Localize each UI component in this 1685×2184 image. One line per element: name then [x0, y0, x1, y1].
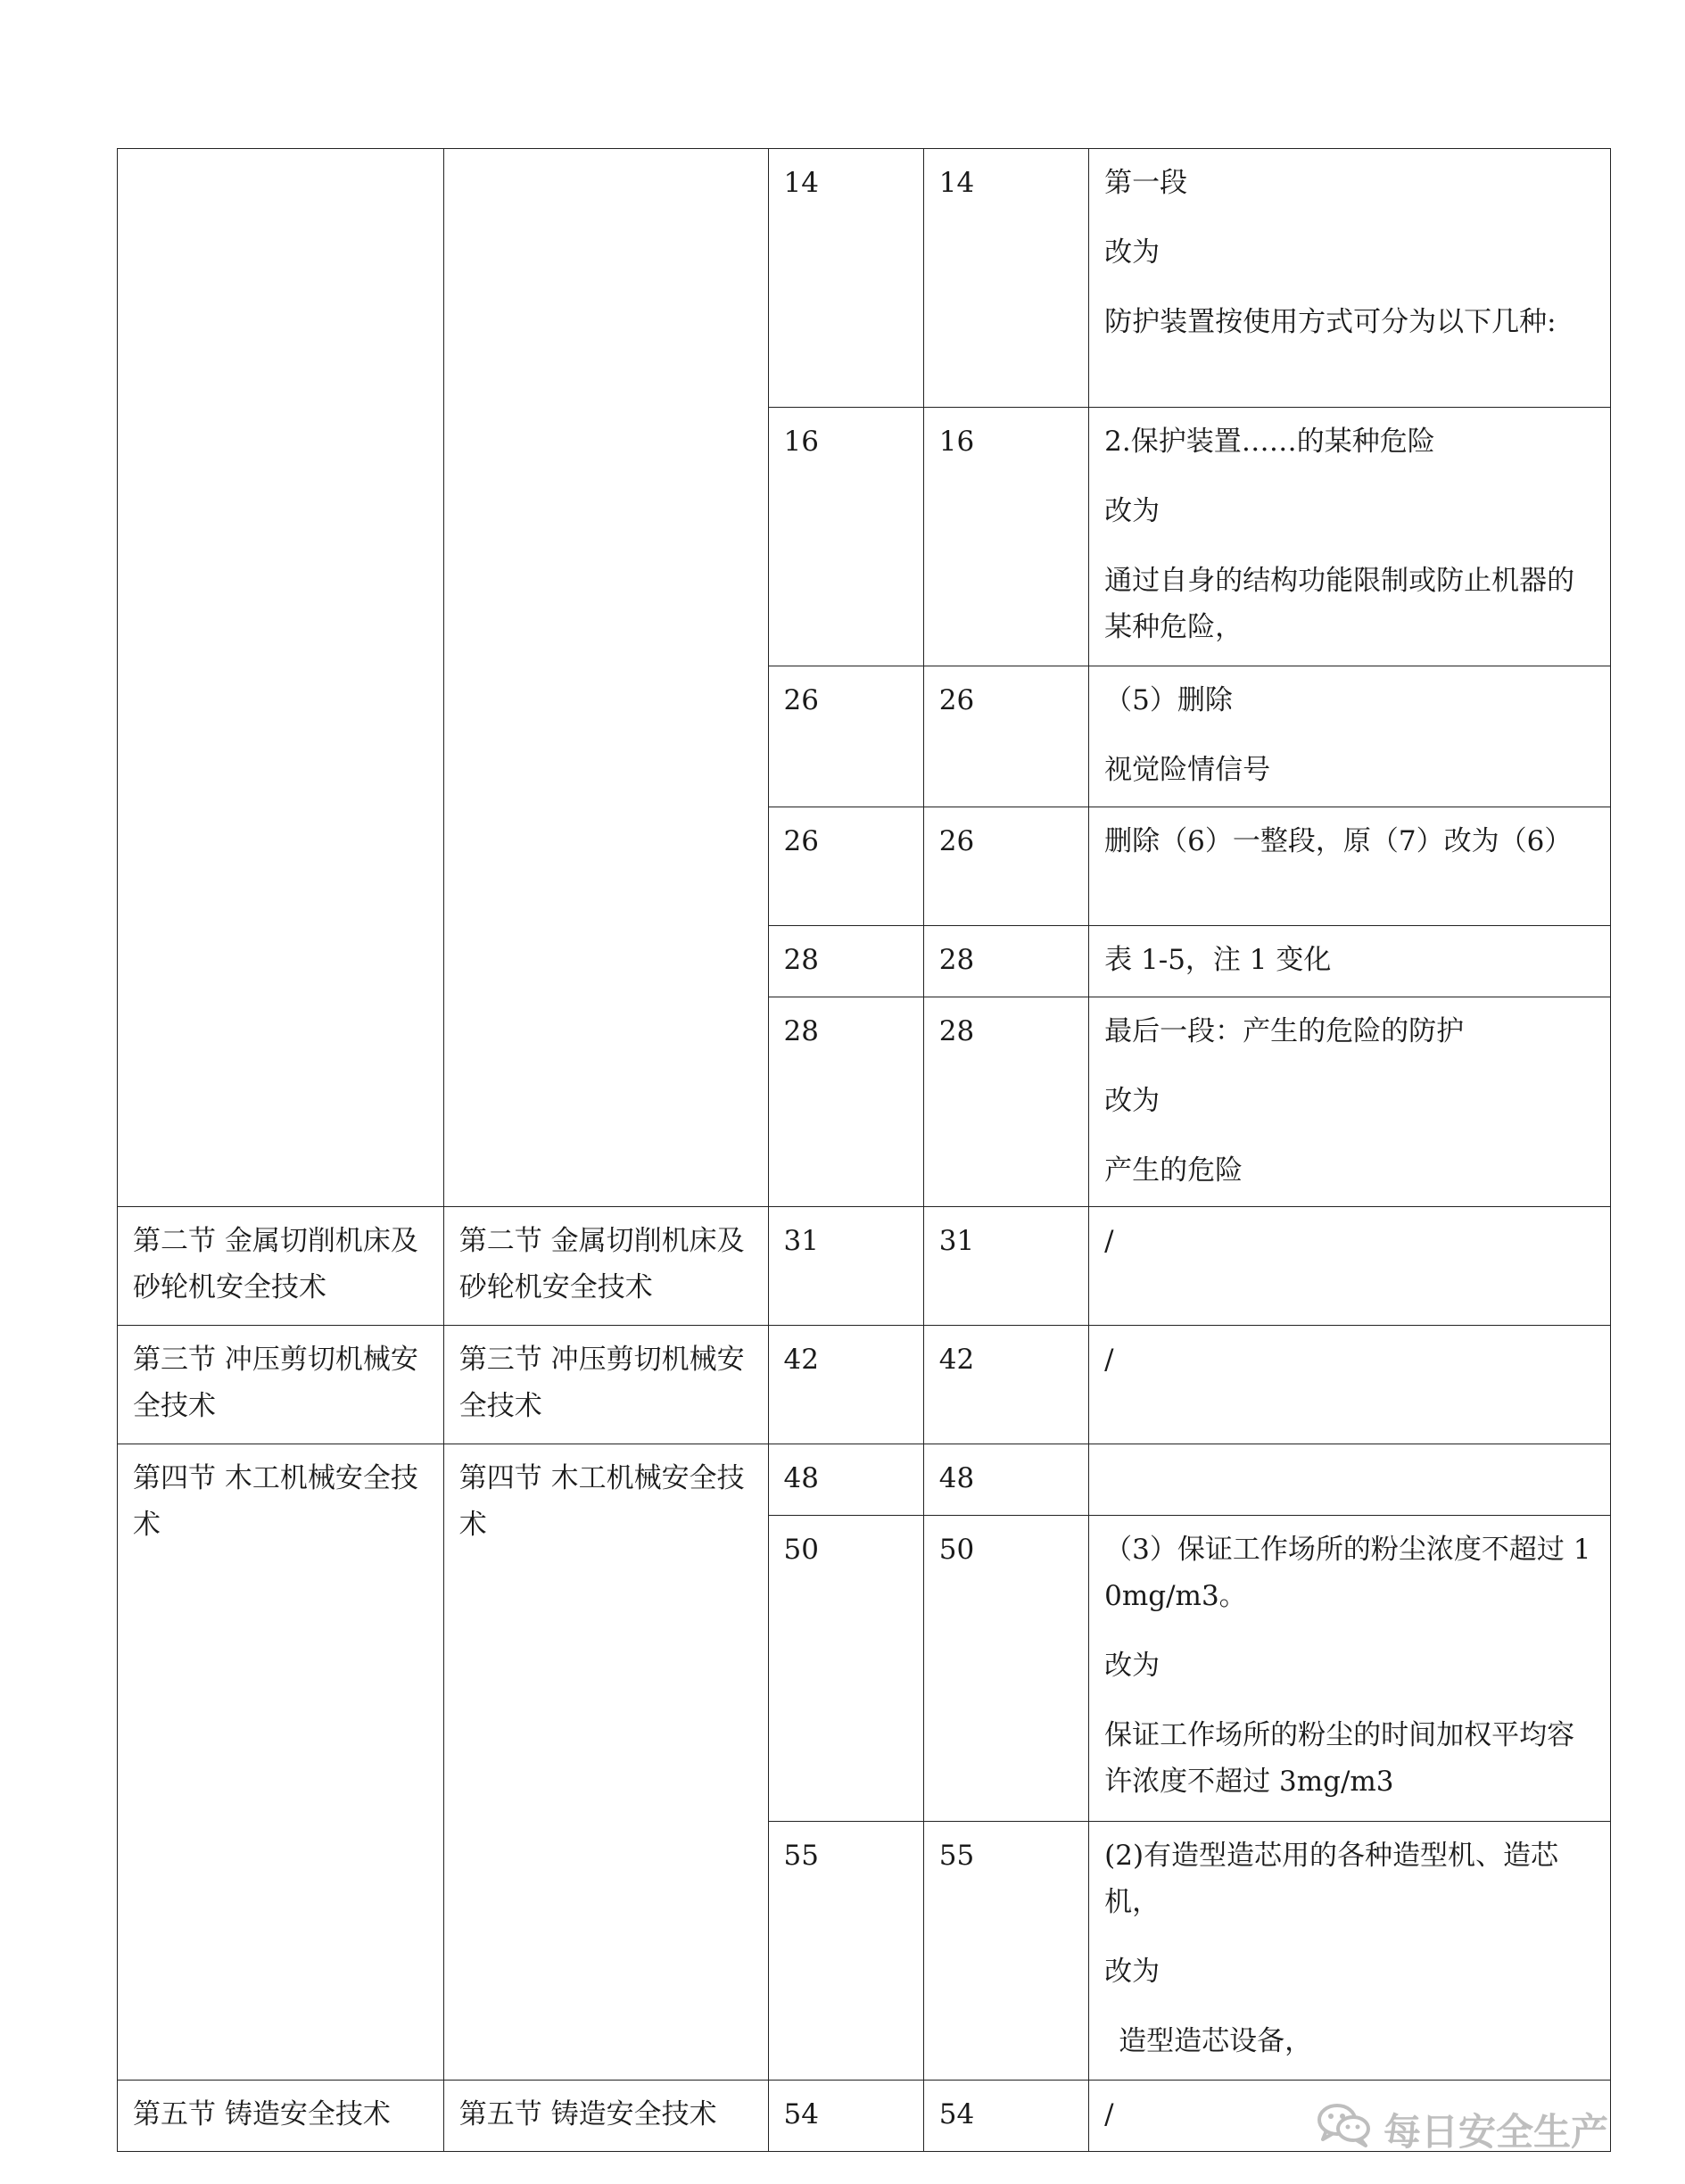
section-old-cell: 第四节 木工机械安全技术: [118, 1444, 444, 2081]
change-line: 产生的危险: [1104, 1154, 1243, 1187]
new-page-cell: 54: [923, 2081, 1088, 2152]
change-line: 通过自身的结构功能限制或防止机器的某种危险，: [1104, 565, 1575, 643]
old-page-cell: 14: [768, 149, 923, 408]
section-old-cell: [118, 149, 444, 1207]
section-old-cell: 第二节 金属切削机床及砂轮机安全技术: [118, 1207, 444, 1326]
change-cell: [1089, 408, 1611, 666]
change-cell: [1089, 1822, 1611, 2081]
change-line: 造型造芯设备，: [1119, 2025, 1313, 2057]
change-line: 视觉险情信号: [1104, 754, 1271, 786]
change-line: 改为: [1104, 495, 1161, 527]
revision-table: [117, 148, 1611, 2152]
new-page-cell: 55: [923, 1822, 1088, 2081]
old-page-cell: 54: [768, 2081, 923, 2152]
section-new-cell: 第二节 金属切削机床及砂轮机安全技术: [443, 1207, 768, 1326]
change-cell: [1089, 997, 1611, 1207]
old-page-cell: 26: [768, 666, 923, 807]
watermark-text: 每日安全生产: [1383, 2110, 1608, 2154]
new-page-cell: 16: [923, 408, 1088, 666]
change-line: (2)有造型造芯用的各种造型机、造芯机，: [1104, 1840, 1559, 1918]
section-old-cell: 第三节 冲压剪切机械安全技术: [118, 1326, 444, 1444]
change-line: 防护装置按使用方式可分为以下几种:: [1104, 306, 1557, 338]
table-row: [118, 1207, 1611, 1326]
change-line: /: [1104, 1225, 1114, 1257]
change-line: （3）保证工作场所的粉尘浓度不超过 10mg/m3。: [1104, 1534, 1591, 1612]
change-cell: [1089, 1444, 1611, 1516]
change-cell: [1089, 807, 1611, 926]
old-page-cell: 26: [768, 807, 923, 926]
old-page-cell: 48: [768, 1444, 923, 1516]
section-new-cell: 第五节 铸造安全技术: [443, 2081, 768, 2152]
old-page-cell: 31: [768, 1207, 923, 1326]
new-page-cell: 28: [923, 997, 1088, 1207]
new-page-cell: 48: [923, 1444, 1088, 1516]
old-page-cell: 50: [768, 1516, 923, 1822]
table-row: [118, 1326, 1611, 1444]
section-new-cell: [443, 149, 768, 1207]
change-line: /: [1104, 2098, 1114, 2130]
change-line: 最后一段：产生的危险的防护: [1104, 1015, 1465, 1047]
change-cell: [1089, 926, 1611, 997]
section-new-cell: 第三节 冲压剪切机械安全技术: [443, 1326, 768, 1444]
change-line: 改为: [1104, 1956, 1161, 1988]
section-old-cell: 第五节 铸造安全技术: [118, 2081, 444, 2152]
new-page-cell: 26: [923, 807, 1088, 926]
table-row: [118, 1444, 1611, 1516]
change-cell: [1089, 1207, 1611, 1326]
old-page-cell: 55: [768, 1822, 923, 2081]
change-line: 表 1-5，注 1 变化: [1104, 944, 1332, 976]
change-cell: [1089, 1516, 1611, 1822]
change-cell: [1089, 666, 1611, 807]
change-line: 改为: [1104, 1650, 1161, 1682]
change-line: 2.保护装置……的某种危险: [1104, 426, 1435, 458]
change-line: 第一段: [1104, 167, 1188, 199]
change-line: 保证工作场所的粉尘的时间加权平均容许浓度不超过 3mg/m3: [1104, 1719, 1575, 1798]
change-line: 改为: [1104, 236, 1161, 269]
change-cell: [1089, 1326, 1611, 1444]
watermark: [1316, 2100, 1608, 2159]
change-line: （5）删除: [1104, 684, 1233, 716]
wechat-icon: [1316, 2100, 1373, 2159]
change-line: 改为: [1104, 1085, 1161, 1117]
new-page-cell: 31: [923, 1207, 1088, 1326]
new-page-cell: 14: [923, 149, 1088, 408]
new-page-cell: 50: [923, 1516, 1088, 1822]
old-page-cell: 28: [768, 926, 923, 997]
old-page-cell: 16: [768, 408, 923, 666]
change-line: 删除（6）一整段，原（7）改为（6）: [1104, 825, 1573, 857]
new-page-cell: 42: [923, 1326, 1088, 1444]
old-page-cell: 42: [768, 1326, 923, 1444]
new-page-cell: 28: [923, 926, 1088, 997]
old-page-cell: 28: [768, 997, 923, 1207]
change-cell: [1089, 149, 1611, 408]
section-new-cell: 第四节 木工机械安全技术: [443, 1444, 768, 2081]
new-page-cell: 26: [923, 666, 1088, 807]
table-row: [118, 149, 1611, 408]
change-line: /: [1104, 1344, 1114, 1376]
